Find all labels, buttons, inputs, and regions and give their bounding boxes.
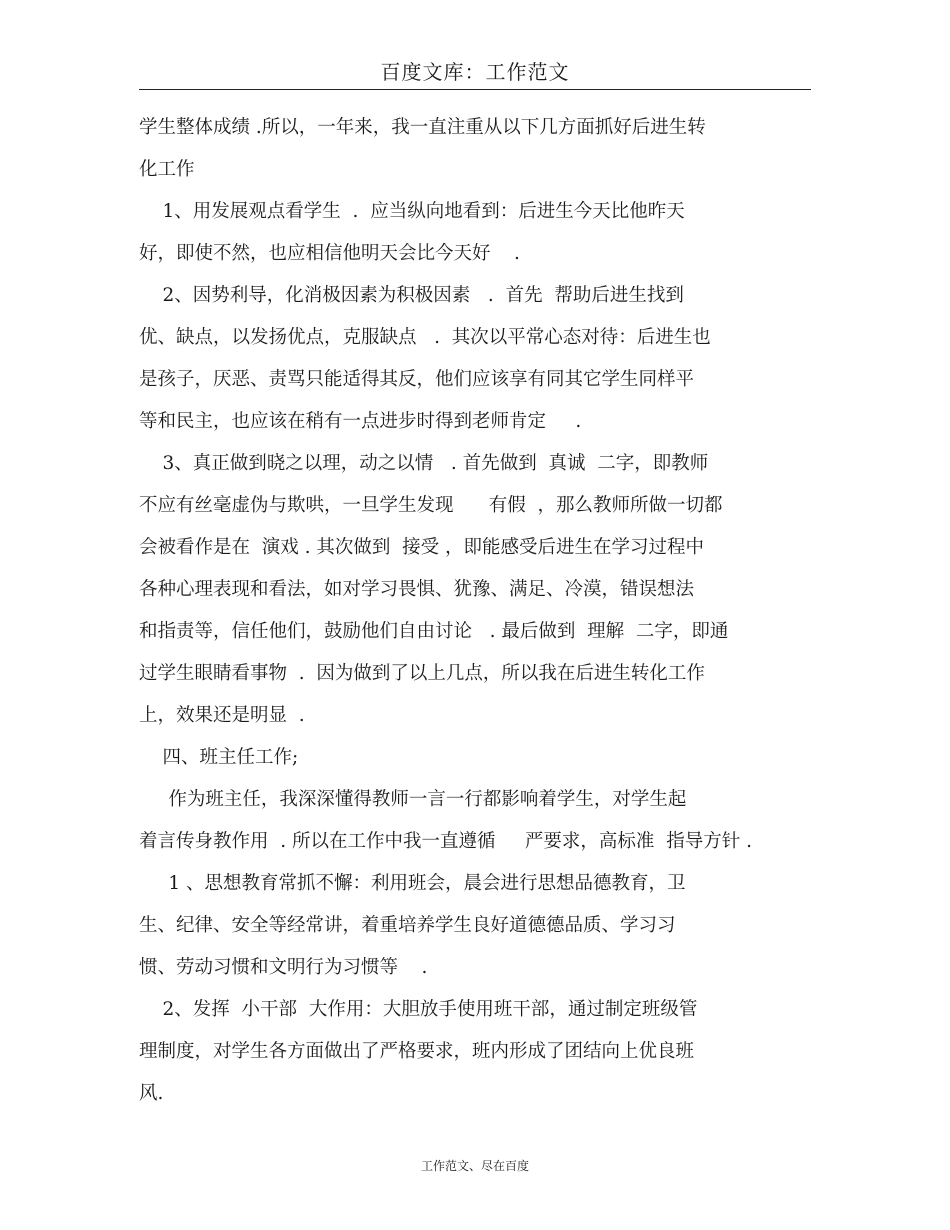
section-heading: 四、班主任工作;: [139, 747, 299, 768]
body-line: 会被看作是在 演戏 . 其次做到 接受 ，即能感受后进生在学习过程中: [139, 537, 705, 558]
body-line: 1 、思想教育常抓不懈：利用班会，晨会进行思想品德教育，卫: [139, 873, 686, 894]
header-divider: [139, 89, 811, 90]
page-title: 百度文库：工作范文: [380, 60, 570, 84]
body-line: 等和民主，也应该在稍有一点进步时得到老师肯定 .: [139, 411, 582, 432]
page-footer: 工作范文、尽在百度: [420, 1159, 529, 1173]
body-line: 着言传身教作用 . 所以在工作中我一直遵循 严要求，高标准 指导方针 .: [139, 831, 752, 852]
body-line: 风.: [139, 1083, 164, 1104]
body-line: 3、真正做到晓之以理，动之以情 . 首先做到 真诚 二字，即教师: [139, 453, 709, 474]
body-line: 学生整体成绩 .所以，一年来，我一直注重从以下几方面抓好后进生转: [139, 117, 706, 138]
body-line: 理制度，对学生各方面做出了严格要求，班内形成了团结向上优良班: [139, 1041, 695, 1062]
body-line: 好，即使不然，也应相信他明天会比今天好 .: [139, 243, 520, 264]
body-line: 不应有丝毫虚伪与欺哄，一旦学生发现 有假 ，那么教师所做一切都: [139, 495, 723, 516]
body-line: 1、用发展观点看学生 . 应当纵向地看到：后进生今天比他昨天: [139, 201, 685, 222]
body-line: 各种心理表现和看法，如对学习畏惧、犹豫、满足、冷漠，错误想法: [139, 579, 695, 600]
body-line: 2、发挥 小干部 大作用：大胆放手使用班干部，通过制定班级管: [139, 999, 698, 1020]
body-line: 上，效果还是明显 .: [139, 705, 305, 726]
body-line: 惯、劳动习惯和文明行为习惯等 .: [139, 957, 428, 978]
body-line: 和指责等，信任他们，鼓励他们自由讨论 . 最后做到 理解 二字，即通: [139, 621, 729, 642]
body-line: 是孩子，厌恶、责骂只能适得其反，他们应该享有同其它学生同样平: [139, 369, 695, 390]
body-line: 优、缺点，以发扬优点，克服缺点 . 其次以平常心态对待：后进生也: [139, 327, 711, 348]
body-line: 2、因势利导，化消极因素为积极因素 . 首先 帮助后进生找到: [139, 285, 684, 306]
body-line: 化工作: [139, 159, 195, 180]
body-line: 生、纪律、安全等经常讲，着重培养学生良好道德德品质、学习习: [139, 915, 676, 936]
body-line: 作为班主任，我深深懂得教师一言一行都影响着学生，对学生起: [139, 789, 687, 810]
body-line: 过学生眼睛看事物 . 因为做到了以上几点，所以我在后进生转化工作: [139, 663, 705, 684]
